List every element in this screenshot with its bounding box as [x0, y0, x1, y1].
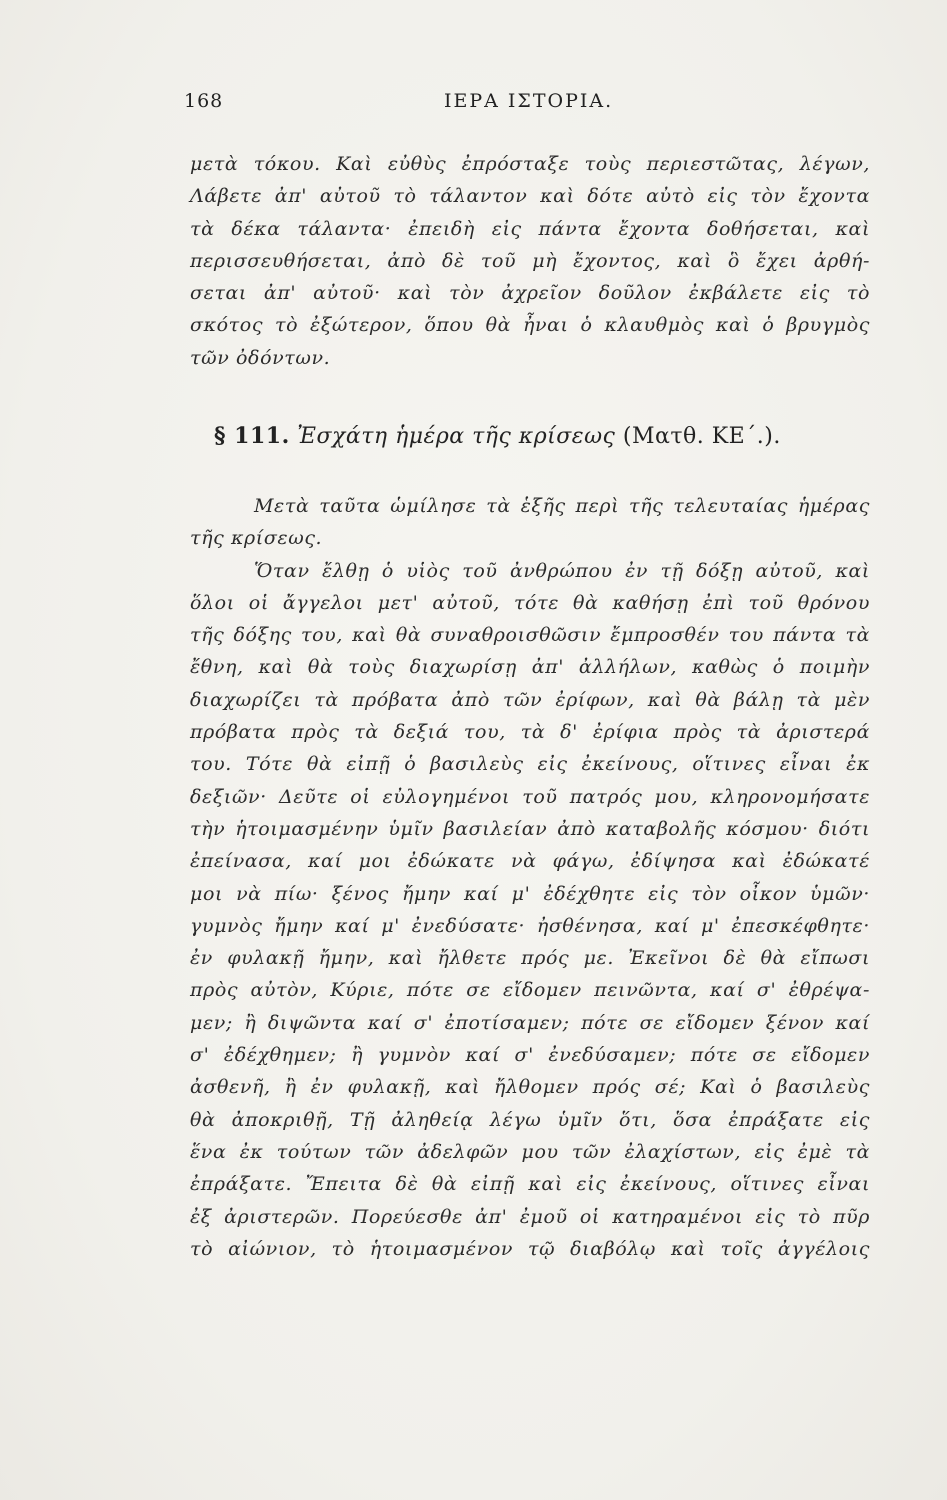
text-line: σκότος τὸ ἐξώτερον, ὅπου θὰ ἦναι ὁ κλαυθμὸς καὶ ὁ βρυγμὸς — [190, 314, 870, 337]
text-line: πρόβατα πρὸς τὰ δεξιά του, τὰ δ' ἐρίφια πρὸς τὰ ἀριστερά — [190, 721, 870, 744]
text-line: ὅλοι οἱ ἄγγελοι μετ' αὐτοῦ, τότε θὰ καθήσῃ ἐπὶ τοῦ θρόνου — [190, 591, 870, 614]
section-title: Ἐσχάτη ἡμέρα τῆς κρίσεως — [297, 424, 616, 449]
text-line: θὰ ἀποκριθῇ, Τῇ ἀληθείᾳ λέγω ὑμῖν ὅτι, ὅσα ἐπράξατε εἰς — [190, 1108, 870, 1131]
paragraph-2 — [190, 490, 870, 1265]
text-line: τὴν ἡτοιμασμένην ὑμῖν βασιλείαν ἀπὸ καταβολῆς κόσμου· διότι — [190, 817, 870, 840]
section-heading — [214, 423, 864, 449]
text-line: μετὰ τόκου. Καὶ εὐθὺς ἐπρόσταξε τοὺς περιεστῶτας, λέγων, — [190, 153, 870, 175]
text-line: ἔθνη, καὶ θὰ τοὺς διαχωρίσῃ ἀπ' ἀλλήλων, καθὼς ὁ ποιμὴν — [190, 656, 870, 679]
text-line: τῶν ὀδόντων. — [190, 346, 331, 369]
text-line: Λάβετε ἀπ' αὐτοῦ τὸ τάλαντον καὶ δότε αὐτὸ εἰς τὸν ἔχοντα — [190, 185, 870, 208]
text-line: γυμνὸς ἤμην καί μ' ἐνεδύσατε· ἠσθένησα, καί μ' ἐπεσκέφθητε· — [190, 914, 870, 937]
running-head — [184, 90, 874, 120]
text-line: Ὅταν ἔλθῃ ὁ υἱὸς τοῦ ἀνθρώπου ἐν τῇ δόξῃ αὐτοῦ, καὶ — [254, 559, 870, 582]
text-line: τῆς κρίσεως. — [190, 527, 323, 550]
page-number: 168 — [184, 90, 224, 112]
section-reference: (Ματθ. ΚΕ΄.). — [622, 424, 781, 449]
text-line: ἀσθενῆ, ἢ ἐν φυλακῇ, καὶ ἤλθομεν πρός σέ; Καὶ ὁ βασιλεὺς — [190, 1076, 870, 1099]
text-line: μεν; ἢ διψῶντα καί σ' ἐποτίσαμεν; πότε σε εἴδομεν ξένον καί — [190, 1011, 870, 1034]
text-line: του. Τότε θὰ εἰπῇ ὁ βασιλεὺς εἰς ἐκείνους, οἵτινες εἶναι ἐκ — [190, 753, 870, 776]
text-line: ἐπείνασα, καί μοι ἐδώκατε νὰ φάγω, ἐδίψησα καὶ ἐδώκατέ — [190, 850, 870, 873]
text-line: δεξιῶν· Δεῦτε οἱ εὐλογημένοι τοῦ πατρός μου, κληρονομήσατε — [190, 785, 870, 808]
paragraph-1 — [190, 148, 870, 374]
section-number: § 111. — [214, 423, 290, 449]
text-line: διαχωρίζει τὰ πρόβατα ἀπὸ τῶν ἐρίφων, καὶ θὰ βάλῃ τὰ μὲν — [190, 688, 870, 711]
text-line: σ' ἐδέχθημεν; ἢ γυμνὸν καί σ' ἐνεδύσαμεν; πότε σε εἴδομεν — [190, 1044, 870, 1067]
text-line: ἐν φυλακῇ ἤμην, καὶ ἤλθετε πρός με. Ἐκεῖνοι δὲ θὰ εἴπωσι — [190, 947, 870, 970]
running-title: ΙΕΡΑ ΙΣΤΟΡΙΑ. — [444, 90, 614, 112]
text-line: περισσευθήσεται, ἀπὸ δὲ τοῦ μὴ ἔχοντος, καὶ ὃ ἔχει ἀρθή- — [190, 249, 870, 272]
text-line: σεται ἀπ' αὐτοῦ· καὶ τὸν ἀχρεῖον δοῦλον ἐκβάλετε εἰς τὸ — [190, 282, 870, 305]
text-line: πρὸς αὐτὸν, Κύριε, πότε σε εἴδομεν πεινῶντα, καί σ' ἐθρέψα- — [190, 979, 870, 1002]
text-line: ἕνα ἐκ τούτων τῶν ἀδελφῶν μου τῶν ἐλαχίστων, εἰς ἐμὲ τὰ — [190, 1140, 870, 1163]
text-line: τὰ δέκα τάλαντα· ἐπειδὴ εἰς πάντα ἔχοντα δοθήσεται, καὶ — [190, 217, 870, 240]
text-line: Μετὰ ταῦτα ὡμίλησε τὰ ἑξῆς περὶ τῆς τελευταίας ἡμέρας — [254, 495, 870, 517]
text-line: μοι νὰ πίω· ξένος ἤμην καί μ' ἐδέχθητε εἰς τὸν οἶκον ὑμῶν· — [190, 882, 870, 905]
text-line: ἐξ ἀριστερῶν. Πορεύεσθε ἀπ' ἐμοῦ οἱ κατηραμένοι εἰς τὸ πῦρ — [190, 1205, 870, 1228]
text-line: τῆς δόξης του, καὶ θὰ συναθροισθῶσιν ἔμπροσθέν του πάντα τὰ — [190, 624, 870, 647]
text-line: τὸ αἰώνιον, τὸ ἡτοιμασμένον τῷ διαβόλῳ καὶ τοῖς ἀγγέλοις — [190, 1237, 870, 1260]
text-line: ἐπράξατε. Ἔπειτα δὲ θὰ εἰπῇ καὶ εἰς ἐκείνους, οἵτινες εἶναι — [190, 1173, 870, 1196]
